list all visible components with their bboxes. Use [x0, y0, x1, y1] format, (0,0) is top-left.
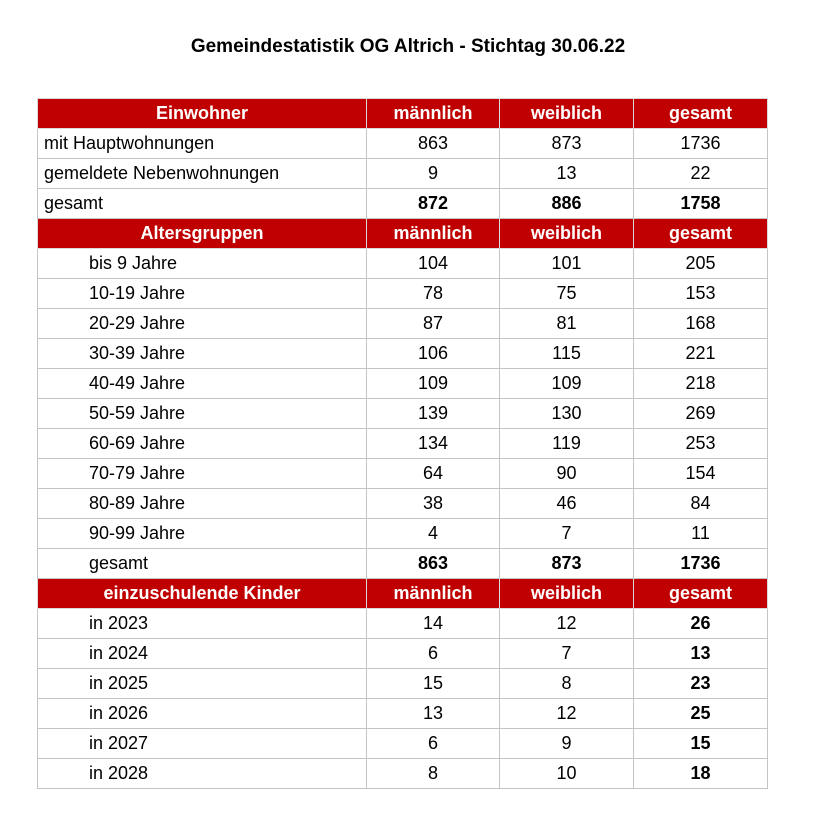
altersgruppen-row-label-cell: 60-69 Jahre — [38, 429, 367, 459]
kinder-row-label-cell: in 2026 — [38, 699, 367, 729]
altersgruppen-row — [38, 489, 768, 519]
altersgruppen-row-weiblich-cell: 75 — [500, 279, 634, 309]
kinder-row-gesamt-cell: 26 — [634, 609, 768, 639]
einwohner-total-row-maennlich-cell: 872 — [367, 189, 500, 219]
altersgruppen-header-row-gesamt-cell: gesamt — [634, 219, 768, 249]
altersgruppen-row-maennlich-cell: 106 — [367, 339, 500, 369]
page-title: Gemeindestatistik OG Altrich - Stichtag 30.06.22 — [190, 36, 626, 57]
altersgruppen-row-label-cell: 10-19 Jahre — [38, 279, 367, 309]
altersgruppen-row-label-cell: bis 9 Jahre — [38, 249, 367, 279]
altersgruppen-row-label-cell: 50-59 Jahre — [38, 399, 367, 429]
einwohner-row — [38, 159, 768, 189]
altersgruppen-header-row-maennlich-cell: männlich — [367, 219, 500, 249]
altersgruppen-row-weiblich-cell: 130 — [500, 399, 634, 429]
einwohner-header-row — [38, 99, 768, 129]
altersgruppen-header-row-label-cell: Altersgruppen — [38, 219, 367, 249]
kinder-row-weiblich-cell: 12 — [500, 609, 634, 639]
einwohner-header-row-gesamt-cell: gesamt — [634, 99, 768, 129]
einwohner-row-maennlich-cell: 863 — [367, 129, 500, 159]
altersgruppen-row — [38, 369, 768, 399]
kinder-row-gesamt-cell: 18 — [634, 759, 768, 789]
einwohner-total-row-label-cell: gesamt — [38, 189, 367, 219]
einwohner-total-row-gesamt-cell: 1758 — [634, 189, 768, 219]
altersgruppen-row — [38, 339, 768, 369]
altersgruppen-row-maennlich-cell: 4 — [367, 519, 500, 549]
kinder-row-weiblich-cell: 10 — [500, 759, 634, 789]
kinder-row-maennlich-cell: 8 — [367, 759, 500, 789]
kinder-row-weiblich-cell: 9 — [500, 729, 634, 759]
einwohner-header-row-maennlich-cell: männlich — [367, 99, 500, 129]
altersgruppen-row-maennlich-cell: 104 — [367, 249, 500, 279]
kinder-row-weiblich-cell: 12 — [500, 699, 634, 729]
kinder-row — [38, 609, 768, 639]
altersgruppen-row-gesamt-cell: 11 — [634, 519, 768, 549]
kinder-row-label-cell: in 2028 — [38, 759, 367, 789]
altersgruppen-total-row-maennlich-cell: 863 — [367, 549, 500, 579]
altersgruppen-row-gesamt-cell: 168 — [634, 309, 768, 339]
kinder-row-maennlich-cell: 6 — [367, 639, 500, 669]
altersgruppen-row-gesamt-cell: 269 — [634, 399, 768, 429]
kinder-row — [38, 759, 768, 789]
altersgruppen-row-gesamt-cell: 218 — [634, 369, 768, 399]
altersgruppen-row-label-cell: 80-89 Jahre — [38, 489, 367, 519]
altersgruppen-row-weiblich-cell: 101 — [500, 249, 634, 279]
altersgruppen-row — [38, 429, 768, 459]
altersgruppen-row-maennlich-cell: 139 — [367, 399, 500, 429]
kinder-header-row — [38, 579, 768, 609]
altersgruppen-row-gesamt-cell: 253 — [634, 429, 768, 459]
altersgruppen-row-label-cell: 20-29 Jahre — [38, 309, 367, 339]
kinder-row-weiblich-cell: 8 — [500, 669, 634, 699]
altersgruppen-row-weiblich-cell: 7 — [500, 519, 634, 549]
altersgruppen-row-maennlich-cell: 109 — [367, 369, 500, 399]
altersgruppen-row-gesamt-cell: 221 — [634, 339, 768, 369]
altersgruppen-row-maennlich-cell: 134 — [367, 429, 500, 459]
kinder-row-maennlich-cell: 14 — [367, 609, 500, 639]
altersgruppen-row-weiblich-cell: 90 — [500, 459, 634, 489]
altersgruppen-row-gesamt-cell: 153 — [634, 279, 768, 309]
einwohner-row-gesamt-cell: 22 — [634, 159, 768, 189]
einwohner-row — [38, 129, 768, 159]
altersgruppen-row-maennlich-cell: 78 — [367, 279, 500, 309]
kinder-header-row-label-cell: einzuschulende Kinder — [38, 579, 367, 609]
altersgruppen-total-row-weiblich-cell: 873 — [500, 549, 634, 579]
kinder-row-maennlich-cell: 13 — [367, 699, 500, 729]
altersgruppen-row-gesamt-cell: 154 — [634, 459, 768, 489]
altersgruppen-row-weiblich-cell: 109 — [500, 369, 634, 399]
statistics-table — [37, 98, 768, 789]
einwohner-row-weiblich-cell: 13 — [500, 159, 634, 189]
altersgruppen-row-maennlich-cell: 38 — [367, 489, 500, 519]
kinder-row-label-cell: in 2027 — [38, 729, 367, 759]
einwohner-header-row-label-cell: Einwohner — [38, 99, 367, 129]
kinder-row — [38, 729, 768, 759]
altersgruppen-header-row-weiblich-cell: weiblich — [500, 219, 634, 249]
kinder-row-gesamt-cell: 13 — [634, 639, 768, 669]
kinder-row — [38, 699, 768, 729]
einwohner-row-label-cell: gemeldete Nebenwohnungen — [38, 159, 367, 189]
kinder-header-row-weiblich-cell: weiblich — [500, 579, 634, 609]
einwohner-total-row-weiblich-cell: 886 — [500, 189, 634, 219]
altersgruppen-row-maennlich-cell: 64 — [367, 459, 500, 489]
kinder-row-maennlich-cell: 6 — [367, 729, 500, 759]
kinder-row-label-cell: in 2023 — [38, 609, 367, 639]
einwohner-header-row-weiblich-cell: weiblich — [500, 99, 634, 129]
altersgruppen-row-weiblich-cell: 81 — [500, 309, 634, 339]
kinder-header-row-maennlich-cell: männlich — [367, 579, 500, 609]
einwohner-row-gesamt-cell: 1736 — [634, 129, 768, 159]
kinder-row-maennlich-cell: 15 — [367, 669, 500, 699]
kinder-row-gesamt-cell: 23 — [634, 669, 768, 699]
kinder-row-gesamt-cell: 25 — [634, 699, 768, 729]
einwohner-row-weiblich-cell: 873 — [500, 129, 634, 159]
altersgruppen-row-gesamt-cell: 84 — [634, 489, 768, 519]
kinder-row — [38, 669, 768, 699]
altersgruppen-row-weiblich-cell: 46 — [500, 489, 634, 519]
kinder-row-weiblich-cell: 7 — [500, 639, 634, 669]
einwohner-row-label-cell: mit Hauptwohnungen — [38, 129, 367, 159]
altersgruppen-header-row — [38, 219, 768, 249]
altersgruppen-row — [38, 249, 768, 279]
kinder-header-row-gesamt-cell: gesamt — [634, 579, 768, 609]
altersgruppen-row-weiblich-cell: 115 — [500, 339, 634, 369]
altersgruppen-row-label-cell: 70-79 Jahre — [38, 459, 367, 489]
altersgruppen-row-label-cell: 90-99 Jahre — [38, 519, 367, 549]
altersgruppen-total-row — [38, 549, 768, 579]
kinder-row-label-cell: in 2024 — [38, 639, 367, 669]
altersgruppen-row — [38, 519, 768, 549]
altersgruppen-row — [38, 279, 768, 309]
kinder-row-label-cell: in 2025 — [38, 669, 367, 699]
kinder-row-gesamt-cell: 15 — [634, 729, 768, 759]
altersgruppen-row-maennlich-cell: 87 — [367, 309, 500, 339]
altersgruppen-row-gesamt-cell: 205 — [634, 249, 768, 279]
altersgruppen-total-row-label-cell: gesamt — [38, 549, 367, 579]
altersgruppen-row — [38, 399, 768, 429]
altersgruppen-row-label-cell: 40-49 Jahre — [38, 369, 367, 399]
altersgruppen-row-weiblich-cell: 119 — [500, 429, 634, 459]
einwohner-row-maennlich-cell: 9 — [367, 159, 500, 189]
einwohner-total-row — [38, 189, 768, 219]
altersgruppen-row — [38, 309, 768, 339]
altersgruppen-total-row-gesamt-cell: 1736 — [634, 549, 768, 579]
altersgruppen-row-label-cell: 30-39 Jahre — [38, 339, 367, 369]
altersgruppen-row — [38, 459, 768, 489]
kinder-row — [38, 639, 768, 669]
